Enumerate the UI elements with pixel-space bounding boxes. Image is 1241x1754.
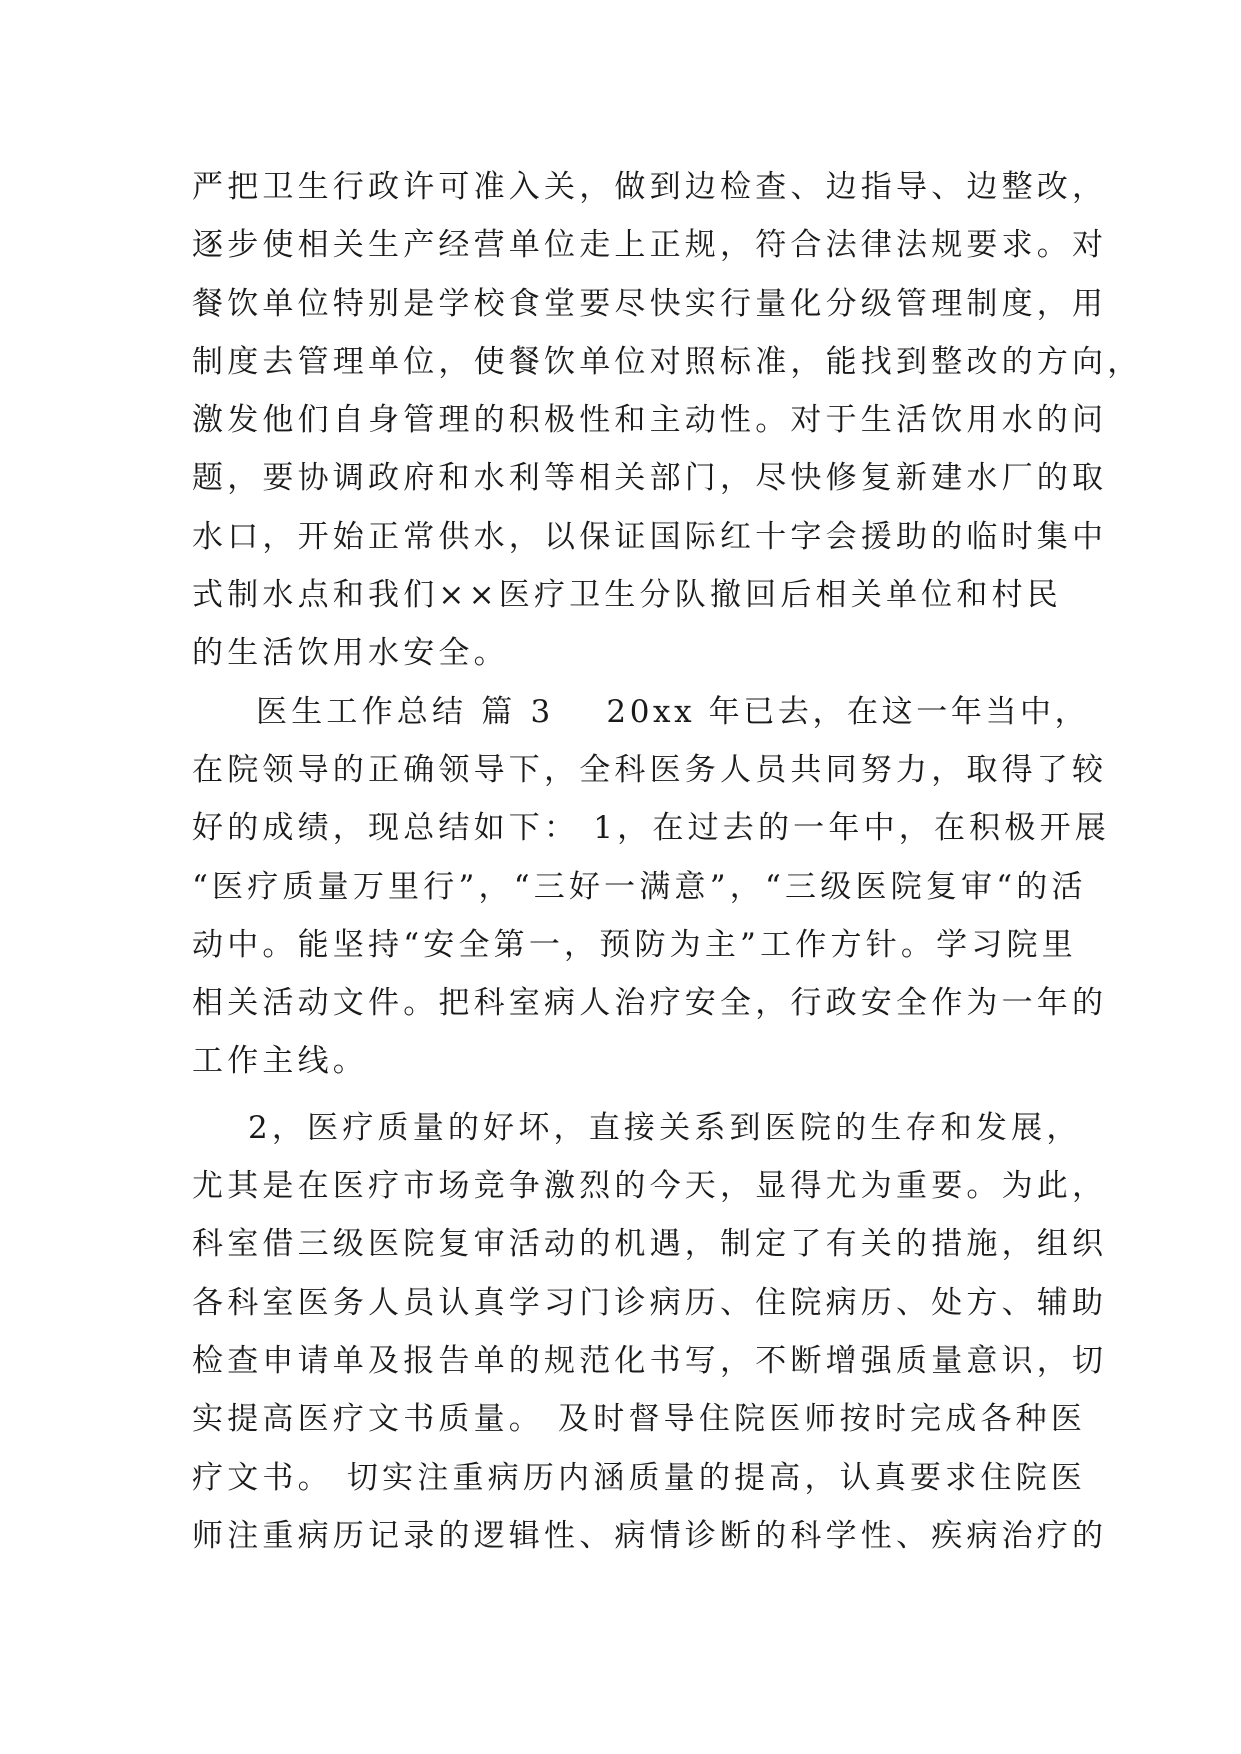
- paragraph-line: 科室借三级医院复审活动的机遇，制定了有关的措施，组织: [192, 1226, 1108, 1263]
- paragraph-line: 动中。能坚持“安全第一，预防为主”工作方针。学习院里: [192, 926, 1077, 963]
- paragraph-line: 尤其是在医疗市场竞争激烈的今天，显得尤为重要。为此，: [192, 1168, 1108, 1205]
- paragraph-line: “医疗质量万里行”，“三好一满意”，“三级医院复审“的活: [192, 868, 1087, 905]
- paragraph-line: 在院领导的正确领导下，全科医务人员共同努力，取得了较: [192, 751, 1108, 788]
- paragraph-line: 逐步使相关生产经营单位走上正规，符合法律法规要求。对: [192, 227, 1108, 264]
- paragraph-line: 相关活动文件。把科室病人治疗安全，行政安全作为一年的: [192, 985, 1108, 1022]
- section-title: 医生工作总结: [256, 693, 468, 730]
- paragraph-line: 师注重病历记录的逻辑性、病情诊断的科学性、疾病治疗的: [192, 1517, 1108, 1554]
- paragraph-line: 各科室医务人员认真学习门诊病历、住院病历、处方、辅助: [192, 1284, 1108, 1321]
- paragraph-line: 餐饮单位特别是学校食堂要尽快实行量化分级管理制度，用: [192, 285, 1108, 322]
- paragraph-line: 工作主线。: [192, 1043, 368, 1080]
- paragraph-line: 水口，开始正常供水，以保证国际红十字会援助的临时集中: [192, 518, 1108, 555]
- paragraph-line: 制度去管理单位，使餐饮单位对照标准，能找到整改的方向，: [192, 343, 1143, 380]
- paragraph-first-line: 2，医疗质量的好坏，直接关系到医院的生存和发展，: [248, 1109, 1082, 1146]
- section-heading: [192, 683, 1090, 741]
- paragraph-line: 式制水点和我们××医疗卫生分队撤回后相关单位和村民: [192, 577, 1062, 614]
- section-intro: 20xx 年已去，在这一年当中，: [606, 693, 1090, 730]
- paragraph-line: 疗文书。 切实注重病历内涵质量的提高，认真要求住院医: [192, 1459, 1087, 1496]
- paragraph-line: 好的成绩，现总结如下： 1，在过去的一年中，在积极开展: [192, 810, 1110, 847]
- paragraph-spacer: [192, 1091, 1072, 1099]
- body-text: [192, 158, 1143, 1565]
- paragraph-line: 的生活饮用水安全。: [192, 635, 509, 672]
- section-part: 篇 3: [481, 693, 555, 730]
- paragraph-line: 实提高医疗文书质量。 及时督导住院医师按时完成各种医: [192, 1401, 1087, 1438]
- paragraph-line: 严把卫生行政许可准入关，做到边检查、边指导、边整改，: [192, 169, 1108, 205]
- paragraph-line: 检查申请单及报告单的规范化书写，不断增强质量意识，切: [192, 1342, 1108, 1379]
- paragraph-line: 题，要协调政府和水利等相关部门，尽快修复新建水厂的取: [192, 460, 1108, 497]
- paragraph-line: 激发他们自身管理的积极性和主动性。对于生活饮用水的问: [192, 402, 1108, 439]
